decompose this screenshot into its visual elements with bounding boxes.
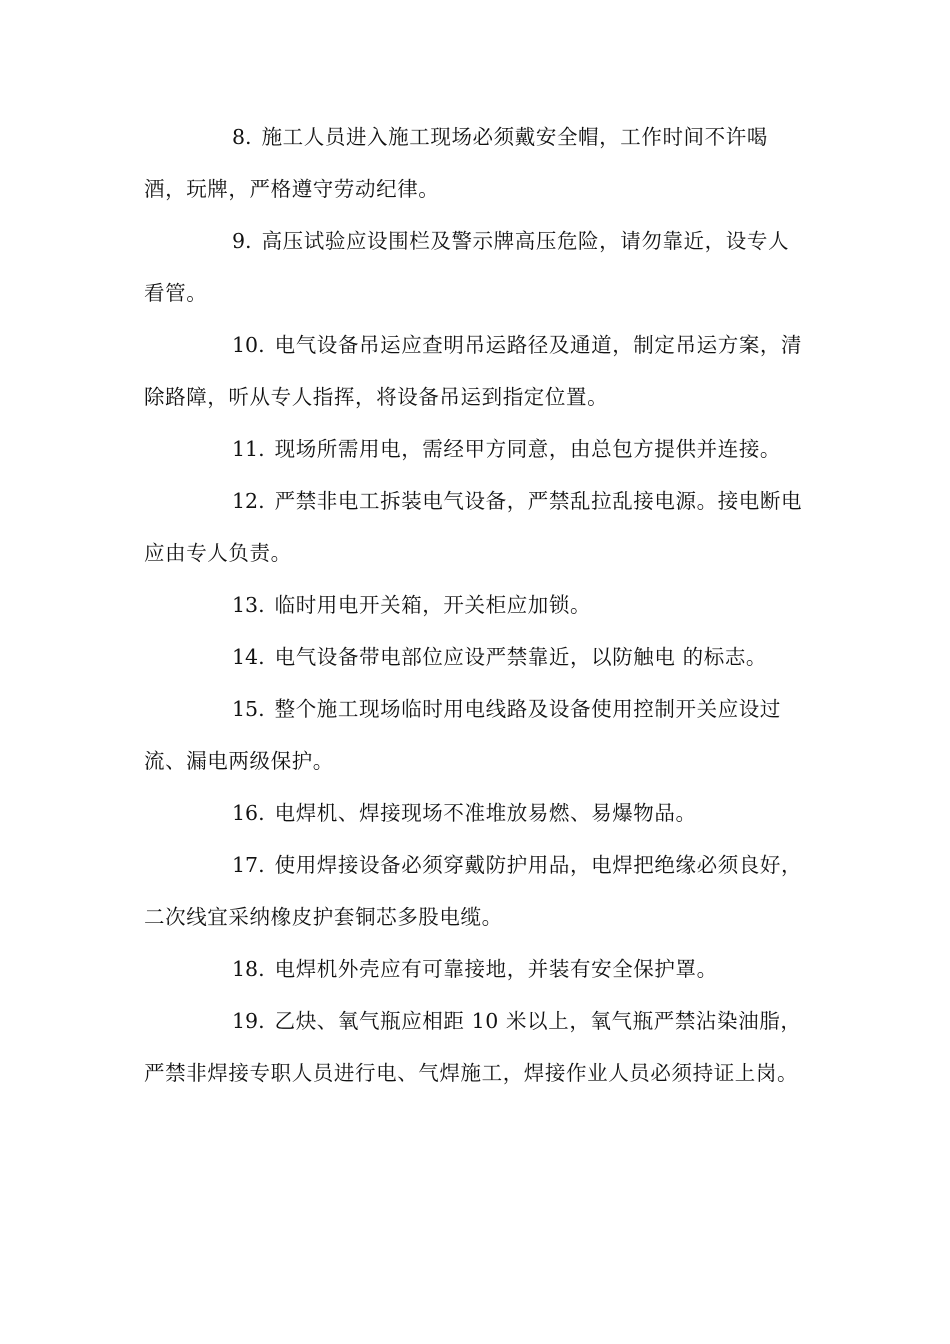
paragraph-line: 脂，严禁非焊接专职人员进行电、气焊施工，焊接作业人员必须持	[144, 1009, 802, 1085]
paragraph-line: 临时用电开关箱，开关柜应加锁。	[274, 593, 592, 617]
paragraph-line: 严禁非电工拆装电气设备，严禁乱拉乱接电源。接电	[274, 489, 760, 513]
paragraph-15	[144, 683, 809, 787]
item-number: 17.	[232, 853, 265, 877]
paragraph-17	[144, 839, 809, 943]
item-number: 18.	[232, 957, 265, 981]
paragraph-line: 断电应由专人负责。	[144, 489, 803, 565]
item-number: 14.	[232, 645, 265, 669]
paragraph-19	[144, 995, 809, 1099]
paragraph-line: 施工人员进入施工现场必须戴安全帽，工作时间不许喝	[261, 125, 768, 149]
item-number: 10.	[232, 333, 265, 357]
paragraph-line: 好，二次线宜采纳橡皮护套铜芯多股电缆。	[144, 853, 803, 929]
paragraph-line: 电气设备带电部位应设严禁靠近，以防触电 的标志。	[274, 645, 768, 669]
paragraph-line: 电焊机、焊接现场不准堆放易燃、易爆物品。	[274, 801, 697, 825]
paragraph-9	[144, 215, 809, 319]
paragraph-line: 酒，玩牌，严格遵守劳动纪律。	[144, 177, 440, 201]
paragraph-18	[144, 943, 809, 995]
paragraph-14	[144, 631, 809, 683]
item-number: 12.	[232, 489, 265, 513]
item-number: 16.	[232, 801, 265, 825]
paragraph-line: 案，清除路障，听从专人指挥，将设备吊运到指定位置。	[144, 333, 803, 409]
item-number: 9.	[232, 229, 252, 253]
paragraph-line: 使用焊接设备必须穿戴防护用品，电焊把绝缘必须良	[274, 853, 760, 877]
paragraph-line: 高压试验应设围栏及警示牌高压危险，请勿靠近，设专	[261, 229, 768, 253]
item-number: 11.	[232, 437, 265, 461]
paragraph-line: 证上岗。	[713, 1061, 799, 1085]
paragraph-8	[144, 111, 809, 215]
paragraph-line: 乙炔、氧气瓶应相距 10 米以上，氧气瓶严禁沾染油	[274, 1009, 760, 1033]
item-number: 19.	[232, 1009, 265, 1033]
item-number: 13.	[232, 593, 265, 617]
paragraph-line: 整个施工现场临时用电线路及设备使用控制开关应设	[274, 697, 760, 721]
paragraph-line: 过流、漏电两级保护。	[144, 697, 782, 773]
paragraph-10	[144, 319, 809, 423]
paragraph-16	[144, 787, 809, 839]
paragraph-line: 电焊机外壳应有可靠接地，并装有安全保护罩。	[274, 957, 718, 981]
paragraph-line: 人看管。	[144, 229, 790, 305]
paragraph-line: 现场所需用电，需经甲方同意，由总包方提供并连	[274, 437, 739, 461]
item-number: 15.	[232, 697, 265, 721]
paragraph-12	[144, 475, 809, 579]
document-body	[144, 111, 809, 1099]
paragraph-line: 接。	[738, 437, 782, 461]
paragraph-13	[144, 579, 809, 631]
paragraph-line: 电气设备吊运应查明吊运路径及通道，制定吊运方	[274, 333, 739, 357]
paragraph-11	[144, 423, 809, 475]
item-number: 8.	[232, 125, 252, 149]
